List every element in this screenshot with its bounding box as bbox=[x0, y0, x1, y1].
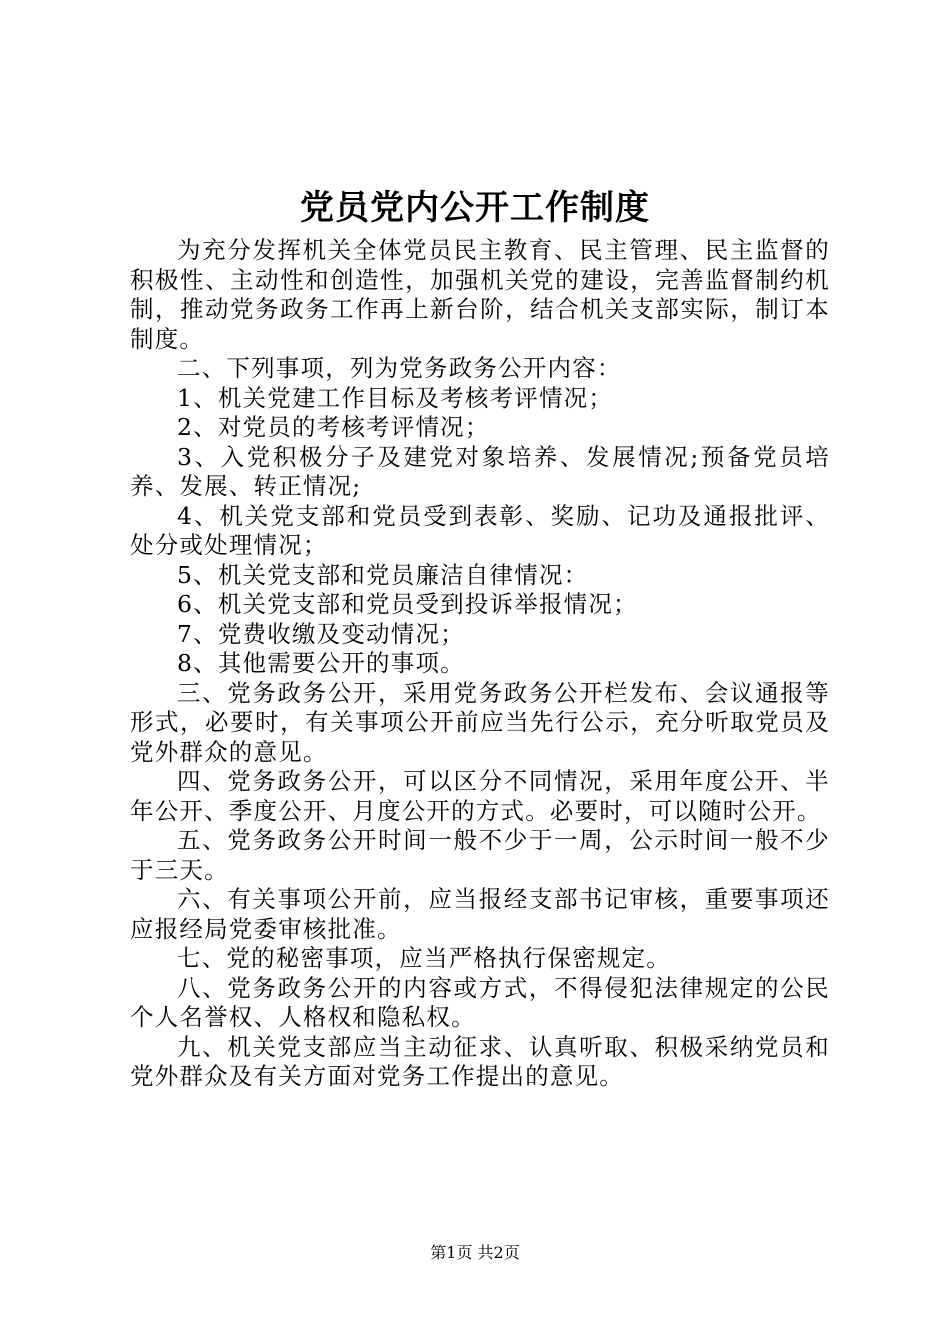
paragraph-section-7: 七、党的秘密事项，应当严格执行保密规定。 bbox=[177, 944, 671, 972]
document-body bbox=[130, 236, 830, 1092]
paragraph-section-9: 九、机关党支部应当主动征求、认真听取、积极采纳党员和党外群众及有关方面对党务工作提出的意见。 bbox=[130, 1032, 830, 1090]
paragraph-section-8: 八、党务政务公开的内容或方式，不得侵犯法律规定的公民个人名誉权、人格权和隐私权。 bbox=[130, 973, 830, 1031]
list-item-6: 6、机关党支部和党员受到投诉举报情况； bbox=[177, 590, 638, 618]
paragraph-section-5: 五、党务政务公开时间一般不少于一周，公示时间一般不少于三天。 bbox=[130, 826, 830, 884]
paragraph-section-2: 二、下列事项，列为党务政务公开内容： bbox=[177, 354, 622, 382]
list-item-5: 5、机关党支部和党员廉洁自律情况： bbox=[177, 560, 589, 589]
paragraph-intro: 为充分发挥机关全体党员民主教育、民主管理、民主监督的积极性、主动性和创造性，加强机关党的建设，完善监督制约机制，推动党务政务工作再上新台阶，结合机关支部实际，制订本制度。 bbox=[130, 236, 830, 353]
list-item-2: 2、对党员的考核考评情况； bbox=[177, 413, 490, 441]
paragraph-section-3: 三、党务政务公开，采用党务政务公开栏发布、会议通报等形式，必要时，有关事项公开前应当先行公示，充分听取党员及党外群众的意见。 bbox=[130, 678, 830, 766]
list-item-8: 8、其他需要公开的事项。 bbox=[177, 649, 465, 677]
paragraph-section-6: 六、有关事项公开前，应当报经支部书记审核，重要事项还应报经局党委审核批准。 bbox=[130, 885, 830, 943]
document-title: 党员党内公开工作制度 bbox=[300, 188, 650, 228]
list-item-3: 3、入党积极分子及建党对象培养、发展情况;预备党员培养、发展、转正情况; bbox=[130, 442, 830, 500]
list-item-7: 7、党费收缴及变动情况； bbox=[177, 619, 465, 648]
page-number-footer: 第1页 共2页 bbox=[430, 1243, 520, 1262]
list-item-1: 1、机关党建工作目标及考核考评情况； bbox=[177, 383, 614, 412]
paragraph-section-4: 四、党务政务公开，可以区分不同情况，采用年度公开、半年公开、季度公开、月度公开的方式。必要时，可以随时公开。 bbox=[130, 767, 830, 825]
list-item-4: 4、机关党支部和党员受到表彰、奖励、记功及通报批评、处分或处理情况； bbox=[130, 501, 830, 559]
